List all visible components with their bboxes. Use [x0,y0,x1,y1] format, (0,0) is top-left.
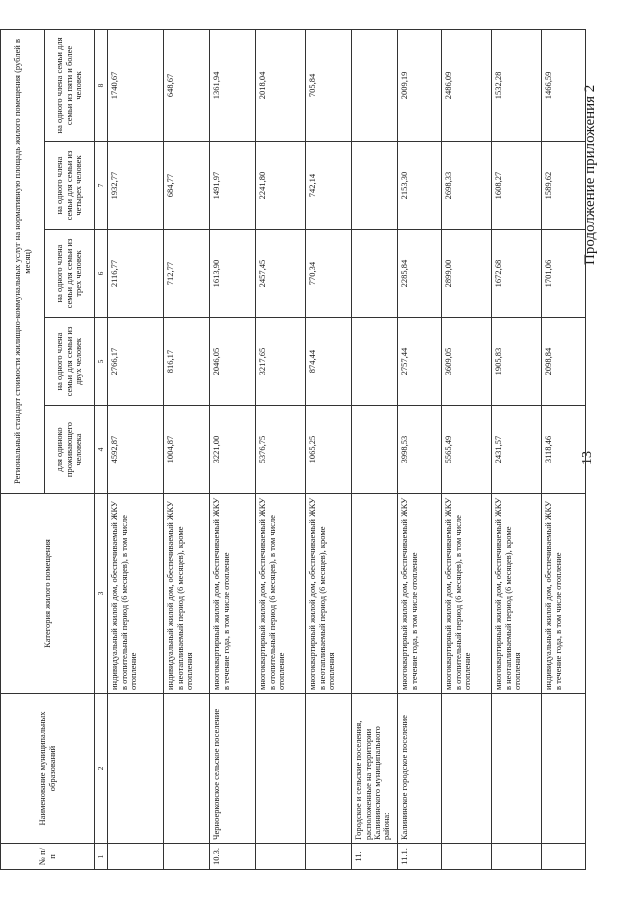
col-index: 6 [95,230,108,318]
cost-value: 5565,49 [442,406,492,494]
tariff-table [0,29,586,870]
col-index: 3 [95,494,108,694]
housing-category: многоквартирный жилой дом, обеспечиваемый ЖКУ в течение года, в том числе отопление [210,494,256,694]
cost-value [352,318,398,406]
table-row [492,29,542,869]
cost-value: 770,34 [306,230,352,318]
header-fam5: на одного члена семьи для семьи из пяти и более человек [45,29,95,141]
col-index: 5 [95,318,108,406]
header-name: Наименование муниципальных образований [1,694,95,844]
cost-value: 3609,05 [442,318,492,406]
municipality-name: Черноерковское сельское поселение [210,694,256,844]
housing-category: многоквартирный жилой дом, обеспечиваемый ЖКУ в отопительный период (6 месяцев), в том числе отопление [256,494,306,694]
col-index: 4 [95,406,108,494]
cost-value: 2285,84 [398,230,442,318]
cost-value: 2431,57 [492,406,542,494]
housing-category: многоквартирный жилой дом, обеспечиваемый ЖКУ в течение года, в том числе отопление [398,494,442,694]
cost-value: 742,14 [306,142,352,230]
cost-value [352,406,398,494]
row-number [492,844,542,870]
cost-value: 2046,05 [210,318,256,406]
row-number: 10.3. [210,844,256,870]
cost-value: 1532,28 [492,29,542,141]
cost-value: 2899,00 [442,230,492,318]
housing-category: индивидуальный жилой дом, обеспечиваемый ЖКУ в течение года, в том числе отопление [542,494,586,694]
cost-value: 1466,59 [542,29,586,141]
table-row [542,29,586,869]
cost-value: 2241,80 [256,142,306,230]
cost-value: 2098,84 [542,318,586,406]
table-row [256,29,306,869]
housing-category: индивидуальный жилой дом, обеспечиваемый ЖКУ в отопительный период (6 месяцев), в том числе отопление [108,494,164,694]
cost-value: 2116,77 [108,230,164,318]
cost-value: 1608,27 [492,142,542,230]
cost-value [352,142,398,230]
cost-value: 874,44 [306,318,352,406]
cost-value: 2018,04 [256,29,306,141]
housing-category: многоквартирный жилой дом, обеспечиваемый ЖКУ в отопительный период (6 месяцев), в том числе отопление [442,494,492,694]
housing-category: многоквартирный жилой дом, обеспечиваемый ЖКУ в неотапливаемый период (6 месяцев), кроме отопления [492,494,542,694]
cost-value: 816,17 [164,318,210,406]
header-fam2: на одного члена семьи для семьи из двух человек [45,318,95,406]
municipality-name [492,694,542,844]
cost-value: 3217,65 [256,318,306,406]
table-row [108,29,164,869]
cost-value: 1701,06 [542,230,586,318]
cost-value: 648,67 [164,29,210,141]
cost-value: 1589,62 [542,142,586,230]
cost-value: 1613,90 [210,230,256,318]
table-row [164,29,210,869]
municipality-name [442,694,492,844]
row-number: 11. [352,844,398,870]
col-index: 8 [95,29,108,141]
column-index-row [95,29,108,869]
col-index: 7 [95,142,108,230]
municipality-name [256,694,306,844]
row-number [164,844,210,870]
row-number [442,844,492,870]
cost-value: 705,84 [306,29,352,141]
municipality-name [164,694,210,844]
cost-value: 1905,83 [492,318,542,406]
table-row [398,29,442,869]
header-num: № п/п [1,844,95,870]
cost-value: 2698,33 [442,142,492,230]
header-category: Категория жилого помещения [1,494,95,694]
col-index: 1 [95,844,108,870]
municipality-name: Калининское городское поселение [398,694,442,844]
cost-value: 1740,67 [108,29,164,141]
cost-value: 2486,09 [442,29,492,141]
cost-value: 1065,25 [306,406,352,494]
row-number: 11.1. [398,844,442,870]
row-number [256,844,306,870]
housing-category [352,494,398,694]
page-number: 13 [580,451,595,465]
cost-value: 2766,17 [108,318,164,406]
municipality-name [108,694,164,844]
cost-value: 1672,68 [492,230,542,318]
municipality-name [306,694,352,844]
cost-value: 1491,97 [210,142,256,230]
cost-value: 1004,87 [164,406,210,494]
cost-value: 1932,77 [108,142,164,230]
housing-category: многоквартирный жилой дом, обеспечиваемый ЖКУ в неотапливаемый период (6 месяцев), кроме отопления [306,494,352,694]
col-index: 2 [95,694,108,844]
appendix-title: Продолжение приложения 2 [582,84,598,265]
row-number [306,844,352,870]
row-number [108,844,164,870]
table-row [210,29,256,869]
cost-value: 3221,00 [210,406,256,494]
cost-value: 2153,30 [398,142,442,230]
row-number [542,844,586,870]
cost-value [352,29,398,141]
table-row [352,29,398,869]
table-row [306,29,352,869]
cost-value: 3998,53 [398,406,442,494]
municipality-name: Городское и сельские поселения, расположенные на территории Калининского муниципального района: [352,694,398,844]
table-row [442,29,492,869]
header-fam3: на одного члена семьи для семьи из трех человек [45,230,95,318]
cost-value: 3118,46 [542,406,586,494]
cost-value: 4592,87 [108,406,164,494]
header-fam4: на одного члена семьи для семьи из четырех человек [45,142,95,230]
cost-value: 2009,19 [398,29,442,141]
cost-value [352,230,398,318]
header-single: для одиноко проживающего человека [45,406,95,494]
cost-value: 5376,75 [256,406,306,494]
cost-value: 2757,44 [398,318,442,406]
table-body [108,29,586,869]
municipality-name [542,694,586,844]
cost-value: 1361,94 [210,29,256,141]
housing-category: индивидуальный жилой дом, обеспечиваемый ЖКУ в неотапливаемый период (6 месяцев), кроме отопления [164,494,210,694]
cost-value: 2457,45 [256,230,306,318]
header-group: Региональный стандарт стоимости жилищно-коммунальных услуг на нормативную площадь жилого помещения (рублей в месяц) [1,29,45,493]
cost-value: 712,77 [164,230,210,318]
cost-value: 684,77 [164,142,210,230]
